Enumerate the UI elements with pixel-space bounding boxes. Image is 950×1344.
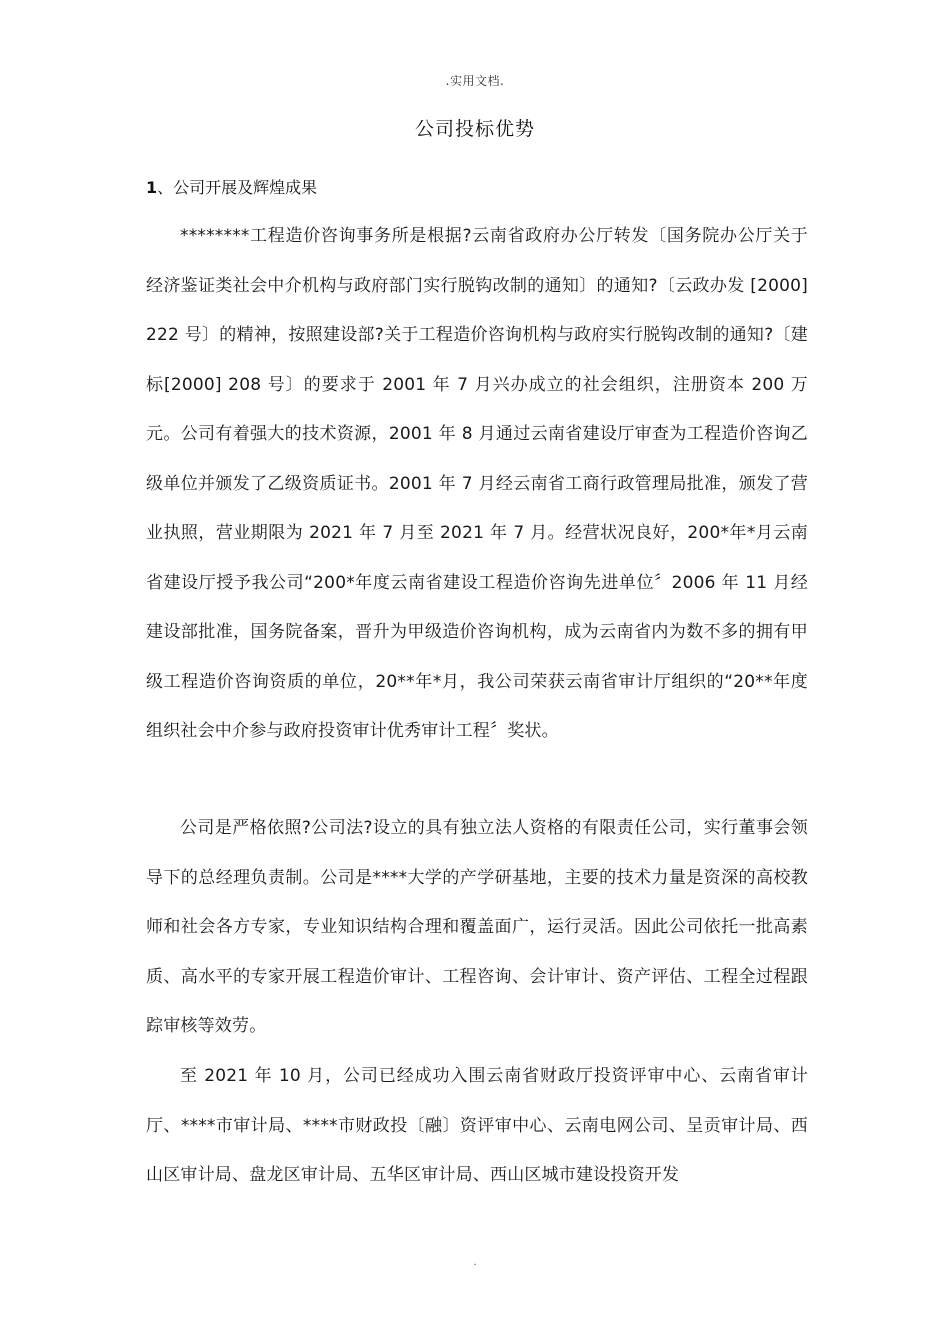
body-paragraph-3: 至 2021 年 10 月，公司已经成功入围云南省财政厅投资评审中心、云南省审计厅、****市审计局、****市财政投〔融〕资评审中心、云南电网公司、呈贡审计局、西山区审计局、盘龙区审计局、五华区审计局、西山区城市建设投资开发: [146, 1066, 808, 1185]
header-mark: .实用文档.: [445, 74, 505, 88]
section-heading: [146, 175, 317, 198]
section-number: 1: [146, 178, 158, 197]
body-paragraph-1: ********工程造价咨询事务所是根据?云南省政府办公厅转发〔国务院办公厅关于经济鉴证类社会中介机构与政府部门实行脱钩改制的通知〕的通知?〔云政办发 [2000]222 号〕的精神，按照建设部?关于工程造价咨询机构与政府实行脱钩改制的通知?〔建标[2000] 208 号〕的要求于 2001 年 7 月兴办成立的社会组织，注册资本 200 万元。公司有着强大的技术资源，2001 年 8 月通过云南省建设厅审查为工程造价咨询乙级单位并颁发了乙级资质证书。2001 年 7 月经云南省工商行政管理局批准，颁发了营业执照，营业期限为 2021 年 7 月至 2021 年 7 月。经营状况良好，200*年*月云南省建设厅授予我公司“200*年度云南省建设工程造价咨询先进单位〞2006 年 11 月经建设部批准，国务院备案，晋升为甲级造价咨询机构，成为云南省内为数不多的拥有甲级工程造价咨询资质的单位，20**年*月，我公司荣获云南省审计厅组织的“20**年度组织社会中介参与政府投资审计优秀审计工程〞奖状。: [146, 226, 808, 741]
body-paragraph-2: 公司是严格依照?公司法?设立的具有独立法人资格的有限责任公司，实行董事会领导下的总经理负责制。公司是****大学的产学研基地，主要的技术力量是资深的高校教师和社会各方专家，专业知识结构合理和覆盖面广，运行灵活。因此公司依托一批高素质、高水平的专家开展工程造价审计、工程咨询、会计审计、资产评估、工程全过程跟踪审核等效劳。: [146, 818, 808, 1036]
section-heading-text: 、公司开展及辉煌成果: [157, 178, 318, 197]
page-title: 公司投标优势: [414, 118, 535, 140]
footer-mark: .: [473, 1257, 477, 1268]
